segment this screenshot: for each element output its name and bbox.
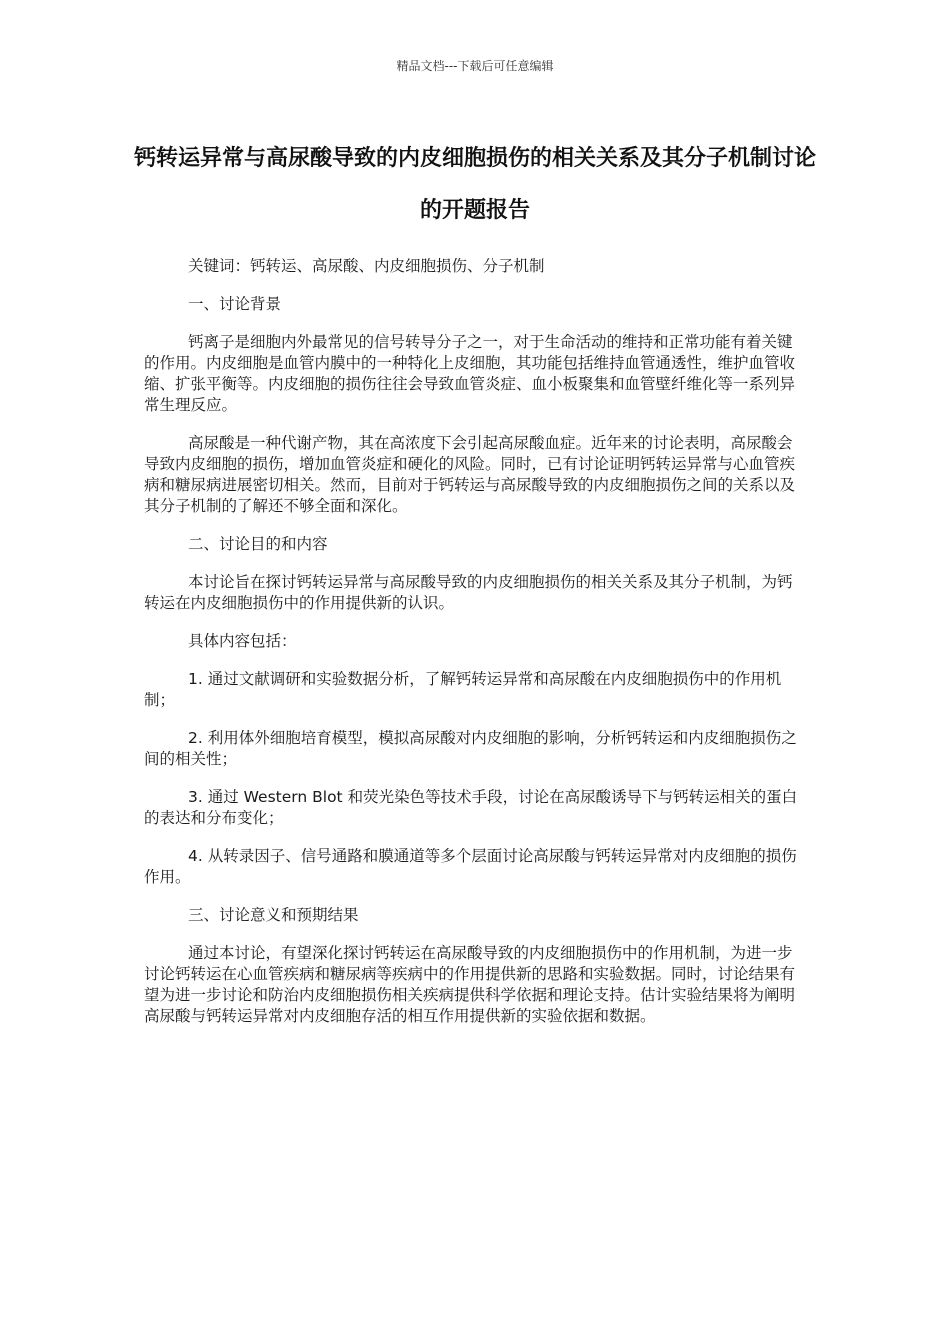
paragraph-purpose-1: 本讨论旨在探讨钙转运异常与高尿酸导致的内皮细胞损伤的相关关系及其分子机制，为钙转运在内皮细胞损伤中的作用提供新的认识。 [144,573,793,612]
list-item: 4. 从转录因子、信号通路和膜通道等多个层面讨论高尿酸与钙转运异常对内皮细胞的损伤作用。 [144,847,797,886]
section-heading-purpose: 二、讨论目的和内容 [188,535,328,553]
list-item: 1. 通过文献调研和实验数据分析，了解钙转运异常和高尿酸在内皮细胞损伤中的作用机制； [144,670,782,709]
document-body [144,256,806,1044]
paragraph-purpose-2: 具体内容包括： [188,632,297,650]
document-title: 钙转运异常与高尿酸导致的内皮细胞损伤的相关关系及其分子机制讨论的开题报告 [133,146,816,223]
paragraph-background-1: 钙离子是细胞内外最常见的信号转导分子之一，对于生命活动的维持和正常功能有着关键的作用。内皮细胞是血管内膜中的一种特化上皮细胞，其功能包括维持血管通透性，维护血管收缩、扩张平衡等。内皮细胞的损伤往往会导致血管炎症、血小板聚集和血管壁纤维化等一系列异常生理反应。 [144,333,796,414]
section-heading-significance: 三、讨论意义和预期结果 [188,906,359,924]
page-header-note: 精品文档---下载后可任意编辑 [396,59,554,73]
list-item: 2. 利用体外细胞培育模型，模拟高尿酸对内皮细胞的影响，分析钙转运和内皮细胞损伤之间的相关性； [144,729,797,768]
list-item: 3. 通过 Western Blot 和荧光染色等技术手段，讨论在高尿酸诱导下与钙转运相关的蛋白的表达和分布变化； [144,788,798,827]
section-heading-background: 一、讨论背景 [188,295,282,313]
paragraph-background-2: 高尿酸是一种代谢产物，其在高浓度下会引起高尿酸血症。近年来的讨论表明，高尿酸会导致内皮细胞的损伤，增加血管炎症和硬化的风险。同时，已有讨论证明钙转运异常与心血管疾病和糖尿病进展密切相关。然而，目前对于钙转运与高尿酸导致的内皮细胞损伤之间的关系以及其分子机制的了解还不够全面和深化。 [144,434,796,515]
keywords-line: 关键词：钙转运、高尿酸、内皮细胞损伤、分子机制 [188,257,545,275]
paragraph-significance-1: 通过本讨论，有望深化探讨钙转运在高尿酸导致的内皮细胞损伤中的作用机制，为进一步讨论钙转运在心血管疾病和糖尿病等疾病中的作用提供新的思路和实验数据。同时，讨论结果有望为进一步讨论和防治内皮细胞损伤相关疾病提供科学依据和理论支持。估计实验结果将为阐明高尿酸与钙转运异常对内皮细胞存活的相互作用提供新的实验依据和数据。 [144,944,796,1025]
